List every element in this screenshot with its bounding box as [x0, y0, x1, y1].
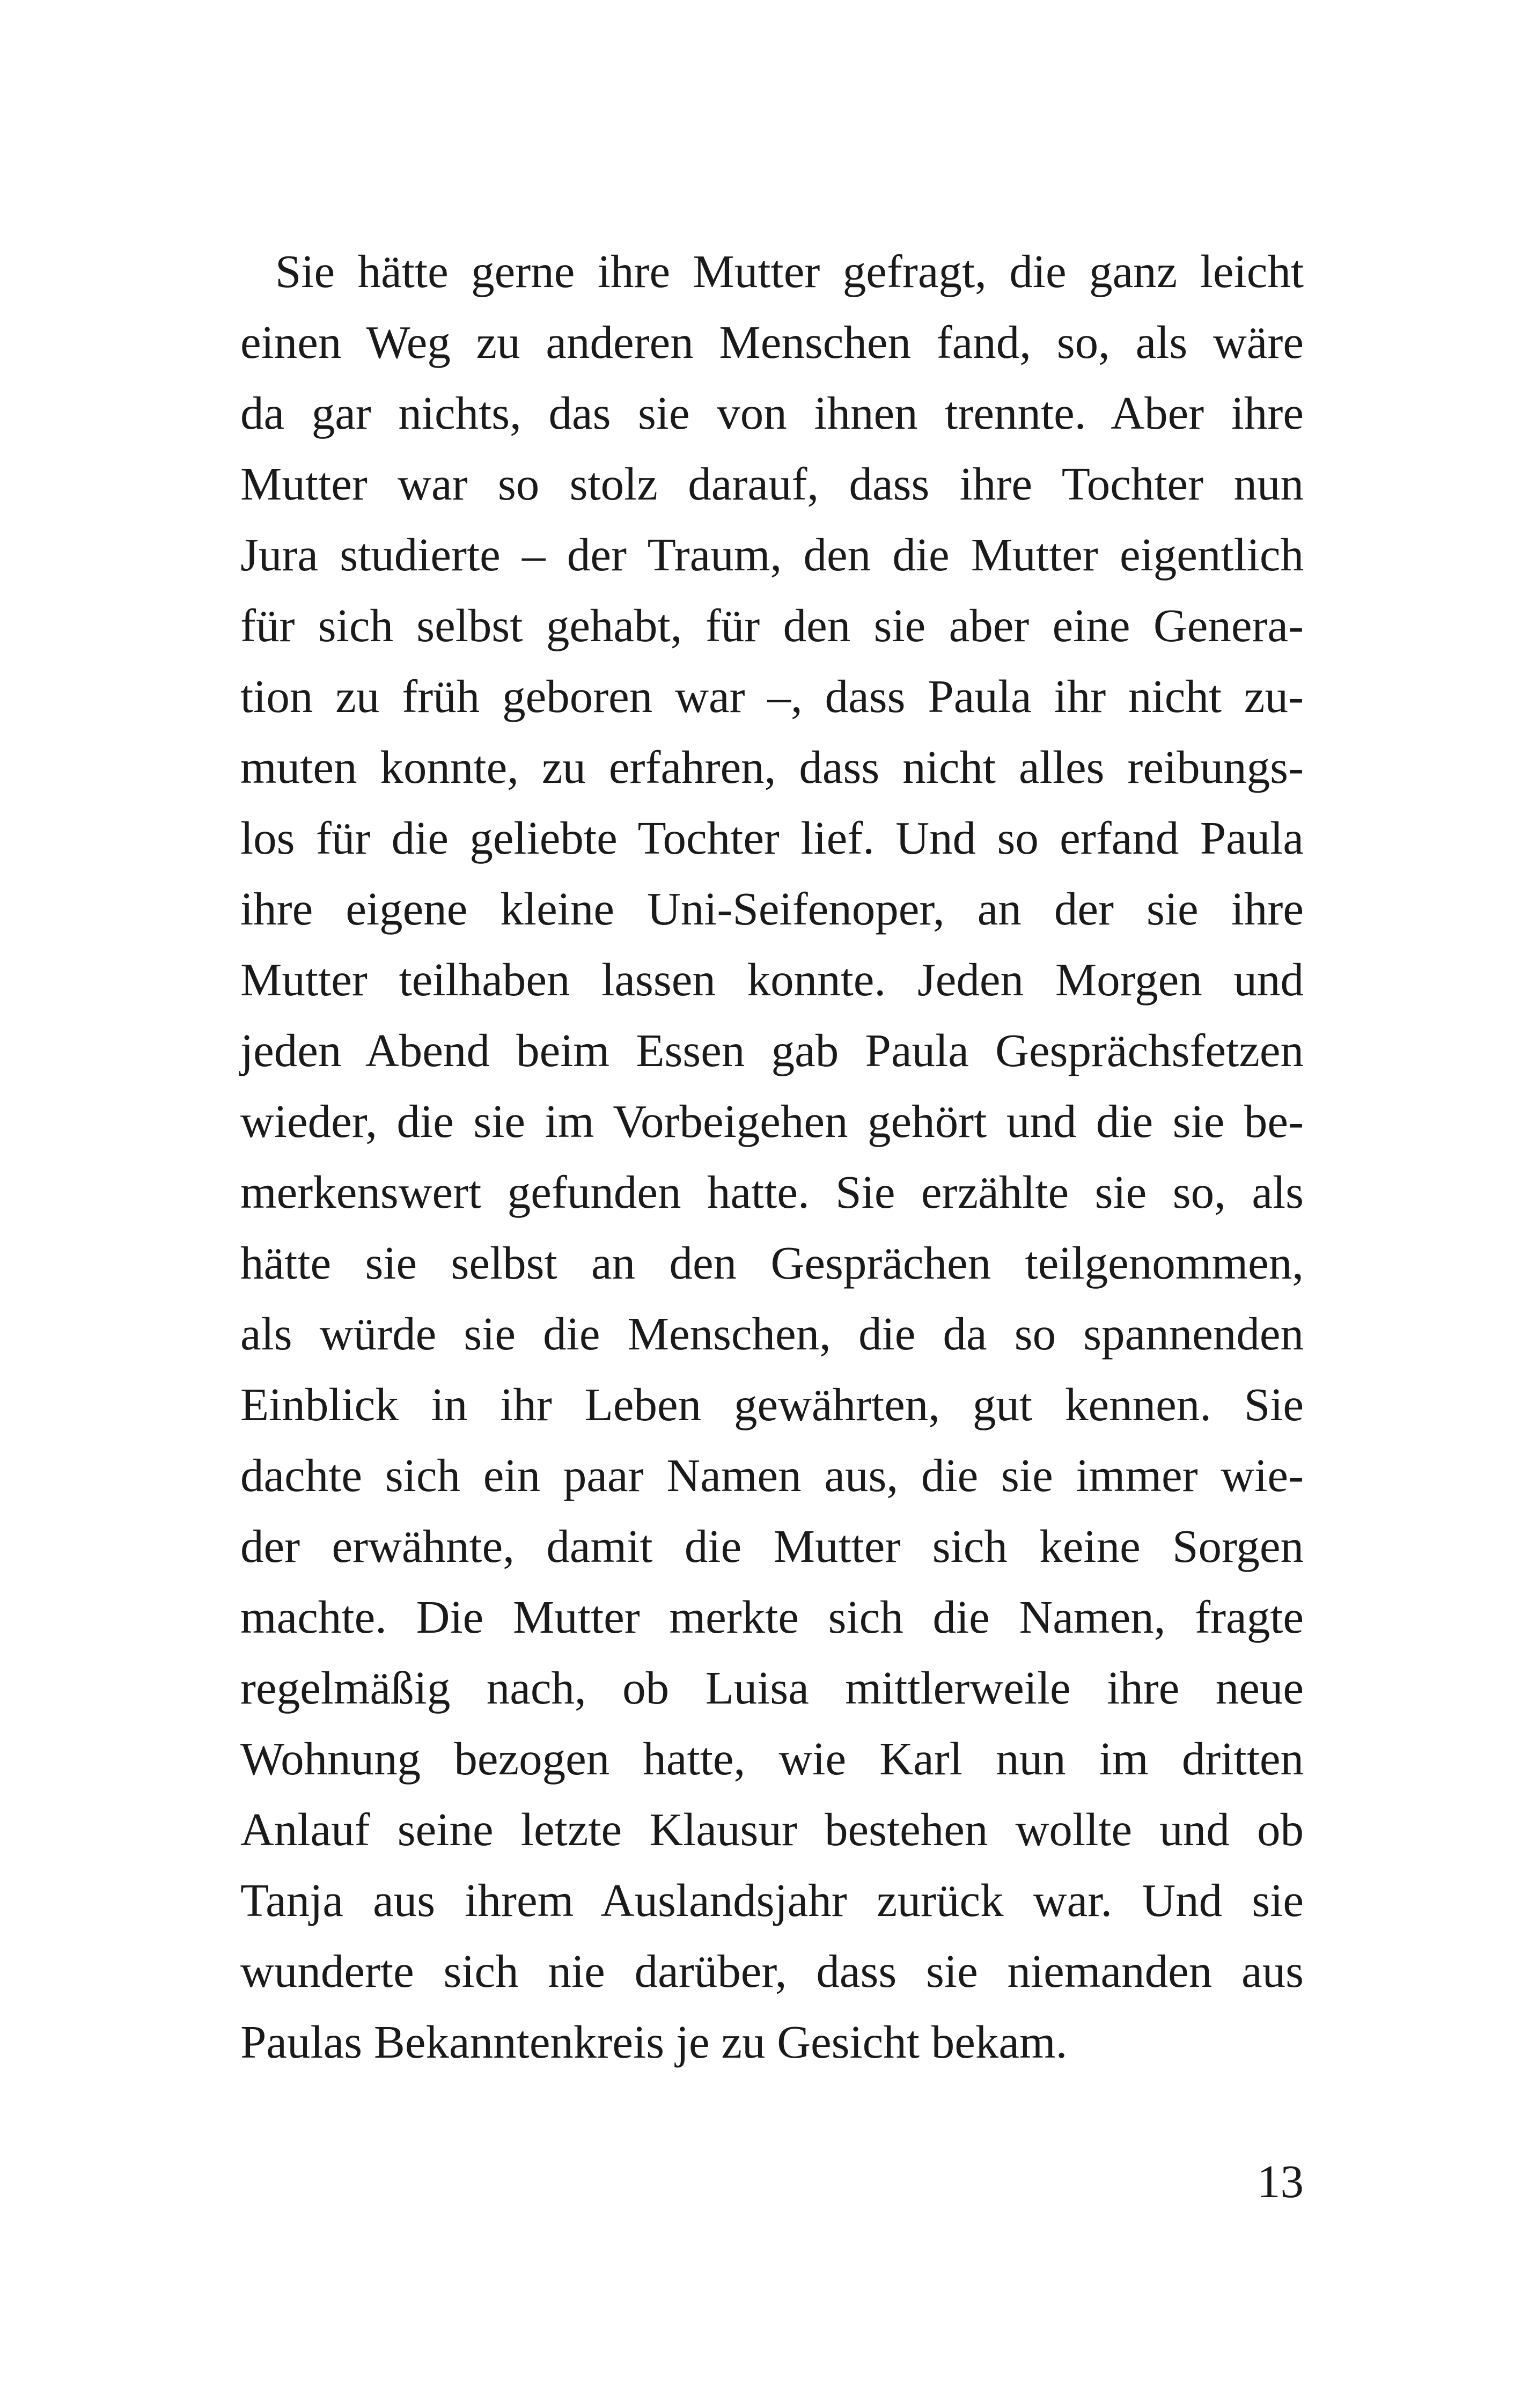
text-line: Tanja aus ihrem Auslandsjahr zurück war. Und sie	[240, 1874, 1304, 1926]
text-line: dachte sich ein paar Namen aus, die sie immer wie-	[240, 1449, 1304, 1501]
text-line: Wohnung bezogen hatte, wie Karl nun im dritten	[240, 1732, 1304, 1785]
text-line: hätte sie selbst an den Gesprächen teilgenommen,	[240, 1237, 1304, 1289]
text-line: Mutter teilhaben lassen konnte. Jeden Morgen und	[240, 953, 1304, 1005]
body-paragraph	[240, 236, 1304, 2077]
text-line: der erwähnte, damit die Mutter sich keine Sorgen	[240, 1520, 1304, 1572]
text-line: muten konnte, zu erfahren, dass nicht alles reibungs-	[240, 741, 1304, 793]
text-line: tion zu früh geboren war –, dass Paula ihr nicht zu-	[240, 670, 1304, 722]
text-line: da gar nichts, das sie von ihnen trennte. Aber ihre	[240, 387, 1304, 439]
text-line: jeden Abend beim Essen gab Paula Gesprächsfetzen	[240, 1024, 1304, 1076]
text-line: als würde sie die Menschen, die da so spannenden	[240, 1308, 1304, 1360]
text-line: Einblick in ihr Leben gewährten, gut kennen. Sie	[240, 1378, 1304, 1430]
text-line: einen Weg zu anderen Menschen fand, so, als wäre	[240, 316, 1304, 368]
text-line: Mutter war so stolz darauf, dass ihre Tochter nun	[240, 458, 1304, 510]
text-line: los für die geliebte Tochter lief. Und so erfand Paula	[240, 812, 1304, 864]
text-line: merkenswert gefunden hatte. Sie erzählte sie so, als	[240, 1166, 1304, 1218]
text-line: Anlauf seine letzte Klausur bestehen wollte und ob	[240, 1803, 1304, 1855]
text-line: wieder, die sie im Vorbeigehen gehört und die sie be-	[240, 1095, 1304, 1147]
text-line: Sie hätte gerne ihre Mutter gefragt, die ganz leicht	[275, 245, 1304, 297]
text-line: Jura studierte – der Traum, den die Mutter eigentlich	[240, 528, 1304, 581]
page-number: 13	[1257, 2155, 1304, 2207]
text-line: für sich selbst gehabt, für den sie aber eine Genera-	[240, 599, 1304, 651]
text-line: regelmäßig nach, ob Luisa mittlerweile ihre neue	[240, 1662, 1304, 1714]
text-line: ihre eigene kleine Uni-Seifenoper, an der sie ihre	[240, 883, 1304, 935]
text-line: machte. Die Mutter merkte sich die Namen, fragte	[240, 1591, 1304, 1643]
text-line: Paulas Bekanntenkreis je zu Gesicht bekam.	[240, 2016, 1068, 2068]
text-line: wunderte sich nie darüber, dass sie niemanden aus	[240, 1945, 1304, 1997]
